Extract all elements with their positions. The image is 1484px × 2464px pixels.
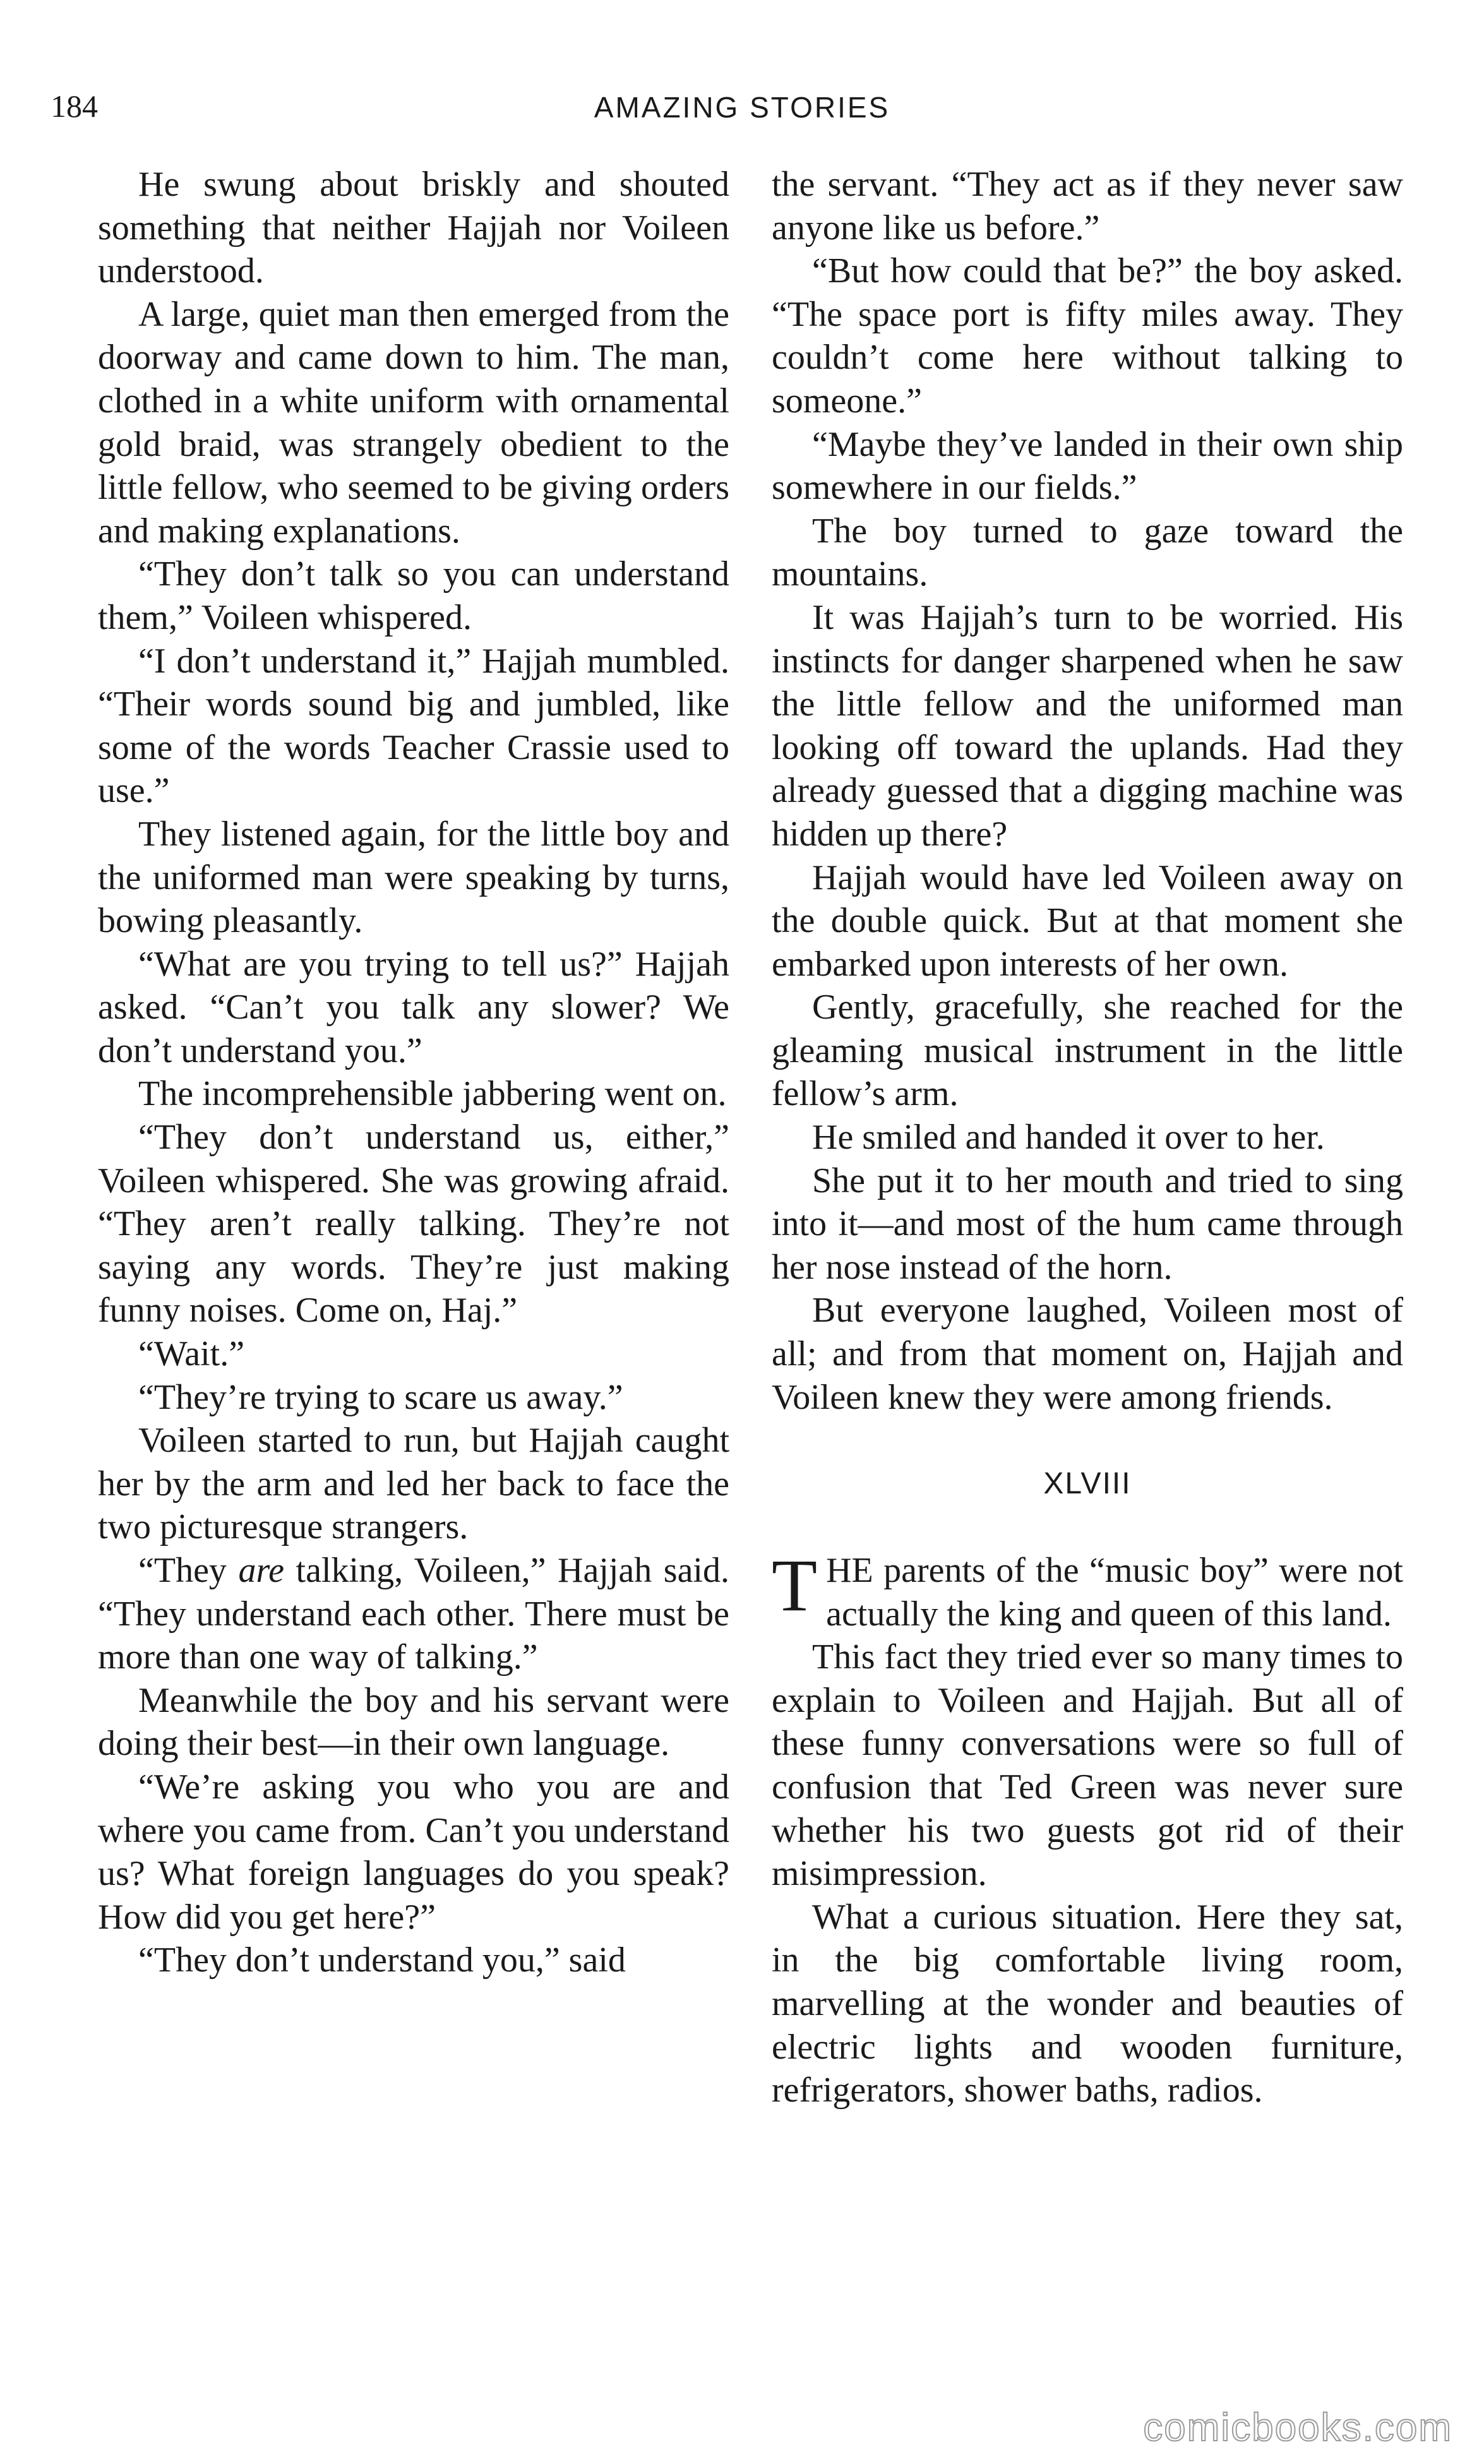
paragraph: “They’re trying to scare us away.”	[138, 1377, 623, 1417]
text-run: HE parents of the “music boy” were not actually the king and queen of this land.	[826, 1551, 1403, 1634]
drop-cap: T	[772, 1544, 818, 1627]
paragraph	[98, 1549, 729, 1679]
paragraph: Hajjah would have led Voileen away on the double quick. But at that moment she embarked upon interests of her own.	[772, 858, 1403, 984]
text-run: “They	[138, 1551, 239, 1590]
paragraph: It was Hajjah’s turn to be worried. His instincts for danger sharpened when he saw the little fellow and the uniformed man looking off toward the uplands. Had they already guessed that a digging machine was hidden up there?	[772, 597, 1403, 854]
right-column	[772, 163, 1403, 2112]
paragraph: “They don’t understand us, either,” Voileen whispered. She was growing afraid. “They aren’t really talking. They’re not saying any words. They’re just making funny noises. Come on, Haj.”	[98, 1118, 729, 1331]
paragraph: “Wait.”	[138, 1334, 245, 1374]
paragraph: They listened again, for the little boy and the uniformed man were speaking by turns, bowing pleasantly.	[98, 814, 729, 941]
paragraph: She put it to her mouth and tried to sing into it—and most of the hum came through her nose instead of the horn.	[772, 1161, 1403, 1287]
left-column	[98, 163, 729, 1982]
paragraph: Voileen started to run, but Hajjah caught her by the arm and led her back to face the two picturesque strangers.	[98, 1421, 729, 1547]
paragraph: “I don’t understand it,” Hajjah mumbled. “Their words sound big and jumbled, like some of the words Teacher Crassie used to use.”	[98, 641, 729, 811]
opening-paragraph	[772, 1544, 1403, 1636]
page-number: 184	[51, 88, 98, 124]
paragraph: He smiled and handed it over to her.	[812, 1118, 1325, 1157]
paragraph: This fact they tried ever so many times to explain to Voileen and Hajjah. But all of these funny conversations were so full of confusion that Ted Green was never sure whether his two guests got rid of their misimpression.	[772, 1637, 1403, 1894]
text-run: talking, Voileen,” Hajjah said. “They understand each other. There must be more than one way of talking.”	[98, 1551, 729, 1677]
paragraph: Meanwhile the boy and his servant were doing their best—in their own language.	[98, 1680, 729, 1764]
paragraph: What a curious situation. Here they sat, in the big comfortable living room, marvelling at the wonder and beauties of electric lights and wooden furniture, refrigerators, shower baths, radios.	[772, 1897, 1403, 2110]
paragraph: “We’re asking you who you are and where you came from. Can’t you understand us? What foreign languages do you speak? How did you get here?”	[98, 1767, 729, 1937]
paragraph: He swung about briskly and shouted something that neither Hajjah nor Voileen understood.	[98, 165, 729, 291]
paragraph: The boy turned to gaze toward the mountains.	[772, 511, 1403, 594]
italic-emphasis: are	[238, 1551, 285, 1590]
paragraph: The incomprehensible jabbering went on.	[138, 1074, 727, 1114]
watermark: comicbooks.com	[1143, 2406, 1452, 2449]
paragraph: “They don’t understand you,” said	[138, 1941, 626, 1980]
continued-paragraph: the servant. “They act as if they never saw anyone like us before.”	[772, 165, 1403, 248]
paragraph: A large, quiet man then emerged from the doorway and came down to him. The man, clothed in a white uniform with ornamental gold braid, was strangely obedient to the little fellow, who seemed to be giving orders and making explanations.	[98, 294, 729, 551]
paragraph: “What are you trying to tell us?” Hajjah asked. “Can’t you talk any slower? We don’t understand you.”	[98, 944, 729, 1070]
paragraph: “But how could that be?” the boy asked. “The space port is fifty miles away. They couldn’t come here without talking to someone.”	[772, 251, 1403, 421]
paragraph: “They don’t talk so you can understand them,” Voileen whispered.	[98, 554, 729, 637]
chapter-heading: XLVIII	[1043, 1466, 1132, 1500]
paragraph: Gently, gracefully, she reached for the gleaming musical instrument in the little fellow’s arm.	[772, 988, 1403, 1114]
running-head: AMAZING STORIES	[594, 91, 890, 124]
paragraph: “Maybe they’ve landed in their own ship somewhere in our fields.”	[772, 424, 1403, 508]
paragraph: But everyone laughed, Voileen most of all; and from that moment on, Hajjah and Voileen knew they were among friends.	[772, 1291, 1403, 1417]
